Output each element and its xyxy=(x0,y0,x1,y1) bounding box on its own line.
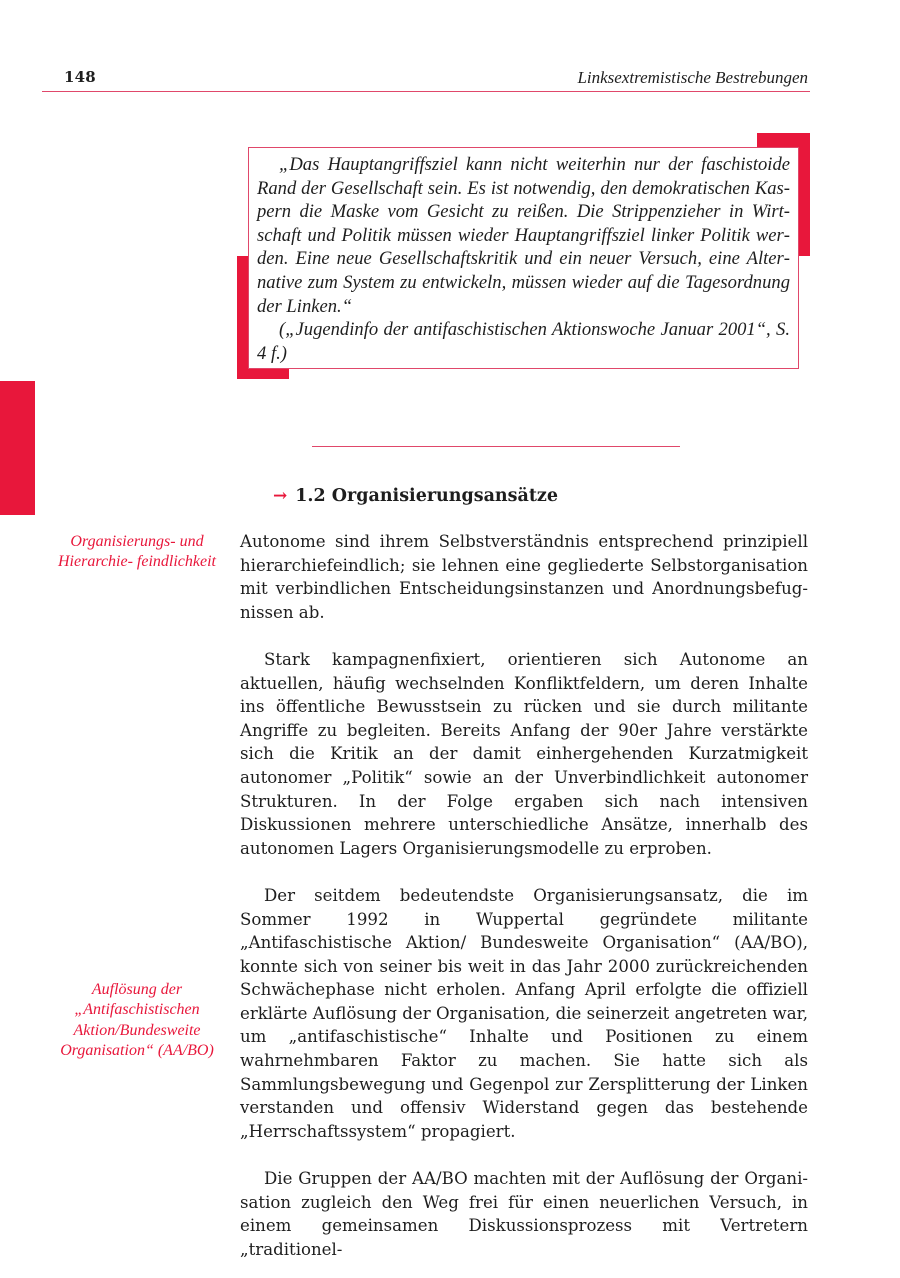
paragraph: Der seitdem bedeutendste Organisierungsansatz, die im Sommer 1992 in Wuppertal gegründete militante „Antifaschistische Aktion/ Bundesweite Organisation“ (AA/BO), konnte sich von seiner bis weit in das Jahr 2000 zurückreichenden Schwächephase nicht erholen. Anfang April erfolgte die offiziell erklärte Auflösung der Organisation, die seinerzeit angetreten war, um „antifaschistische“ Inhalte und Positionen zu einem wahrnehmbaren Faktor zu machen. Sie hatte sich als Sammlungsbewegung und Gegenpol zur Zersplitterung der Linken verstanden und offensiv Widerstand gegen das bestehende „Herrschaftssystem“ propagiert. xyxy=(240,885,808,1141)
section-title: 1.2 Organisierungsansätze xyxy=(295,486,558,506)
running-head: Linksextremistische Bestrebungen xyxy=(577,68,808,87)
page-number: 148 xyxy=(64,68,96,86)
paragraph: Stark kampagnenfixiert, orientieren sich Autonome an aktuellen, häufig wechselnden Konfliktfeldern, um deren Inhalte ins öffentliche Bewusstsein zu rücken und sie durch militante Angriffe zu begleiten. Bereits Anfang der 90er Jahre verstärkte sich die Kritik an der damit einhergehenden Kurzatmigkeit autonomer „Politik“ sowie an der Unverbindlichkeit autonomer Strukturen. In der Folge ergaben sich nach intensiven Diskussionen mehrere unterschiedliche Ansätze, innerhalb des autonomen Lagers Organisierungsmodelle zu erproben. xyxy=(240,649,808,858)
chapter-tab-marker xyxy=(0,381,35,515)
quote-text: „Das Hauptangriffsziel kann nicht weiterhin nur der faschistoide Rand der Gesellschaft sein. Es ist notwendig, den demokratischen Kaspern die Maske vom Gesicht zu reißen. Die Strippenzieher in Wirtschaft und Politik müssen wieder Hauptangriffsziel linker Politik werden. Eine neue Gesellschaftskritik und ein neuer Versuch, eine Alternative zum System zu entwickeln, müssen wieder auf die Tagesordnung der Linken.“ xyxy=(257,154,790,317)
margin-note-hierarchy: Organisierungs- und Hierarchie- feindlichkeit xyxy=(57,533,216,571)
paragraph: Die Gruppen der AA/BO machten mit der Auflösung der Organisation zugleich den Weg frei für einen neuerlichen Versuch, in einem gemeinsamen Diskussionsprozess mit Vertretern „traditionel- xyxy=(240,1169,808,1259)
paragraph: Autonome sind ihrem Selbstverständnis entsprechend prinzipiell hierarchiefeindlich; sie lehnen eine gegliederte Selbstorganisation mit verbindlichen Entscheidungsinstanzen und Anordnungsbefugnissen ab. xyxy=(240,532,808,622)
margin-note-aabo: Auflösung der „Antifaschistischen Aktion/Bundesweite Organisation“ (AA/BO) xyxy=(60,981,214,1060)
body-text xyxy=(240,530,808,1261)
quote-content xyxy=(257,153,790,365)
quote-source: („Jugendinfo der antifaschistischen Aktionswoche Januar 2001“, S. 4 f.) xyxy=(257,319,790,364)
arrow-right-icon: → xyxy=(273,486,288,506)
quote-box xyxy=(248,147,799,369)
section-divider xyxy=(312,446,680,447)
header-rule xyxy=(42,91,810,92)
section-heading xyxy=(273,486,558,506)
